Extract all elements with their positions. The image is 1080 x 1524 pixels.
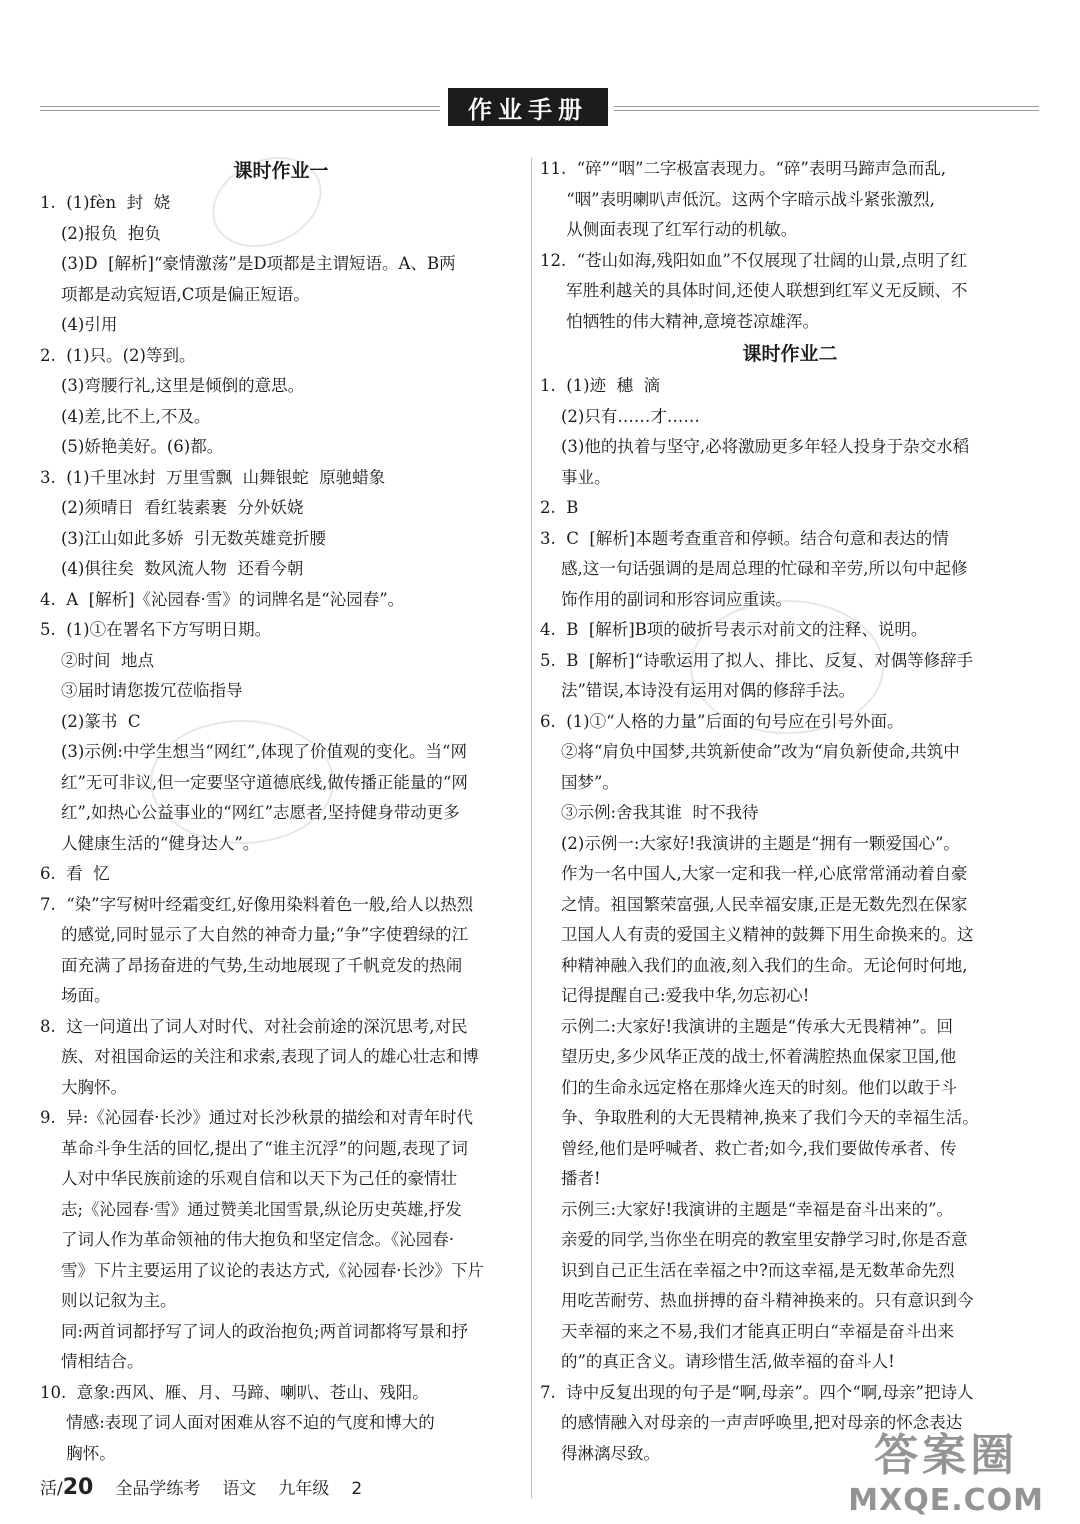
answer-line: 法”错误,本诗没有运用对偶的修辞手法。 <box>540 681 856 700</box>
answer-line: (3)江山如此多娇 引无数英雄竞折腰 <box>40 528 326 548</box>
answer-line: 项都是动宾短语,C项是偏正短语。 <box>40 284 310 304</box>
answer-line: 5. B [解析]“诗歌运用了拟人、排比、反复、对偶等修辞手 <box>540 650 974 670</box>
answer-line: 争、争取胜利的大无畏精神,换来了我们今天的幸福生活。 <box>540 1108 979 1127</box>
answer-line: 作为一名中国人,大家一定和我一样,心底常常涌动着自豪 <box>540 864 968 883</box>
answer-line: 曾经,他们是呼喊者、救亡者;如今,我们要做传承者、传 <box>540 1138 957 1158</box>
answer-line: 感,这一句话强调的是周总理的忙碌和辛劳,所以句中起修 <box>540 559 968 578</box>
answer-line: 记得提醒自己:爱我中华,勿忘初心! <box>540 986 810 1005</box>
answer-line: 得淋漓尽致。 <box>540 1443 660 1463</box>
answer-list <box>540 154 1040 337</box>
section-title: 课时作业二 <box>742 343 838 365</box>
answer-line: 怕牺牲的伟大精神,意境苍凉雄浑。 <box>540 311 819 331</box>
answer-line: 识到自己正生活在幸福之中?而这幸福,是无数革命先烈 <box>540 1260 955 1280</box>
answer-line: (2)篆书 C <box>40 711 141 731</box>
column-divider <box>531 158 532 1498</box>
answer-line: 1. (1)迹 穗 滴 <box>540 376 661 395</box>
answer-line: 4. A [解析]《沁园春·雪》的词牌名是“沁园春”。 <box>40 589 405 609</box>
answer-line: “咽”表明喇叭声低沉。这两个字暗示战斗紧张激烈, <box>540 189 935 209</box>
right-column <box>540 154 1040 1469</box>
section-badge: 作业手册 <box>448 88 608 126</box>
answer-line: 族、对祖国命运的关注和求索,表现了词人的雄心壮志和博 <box>40 1047 479 1066</box>
watermark-line1: 答案圈 <box>874 1430 1019 1481</box>
answer-line: 则以记叙为主。 <box>40 1291 177 1310</box>
answer-line: 革命斗争生活的回忆,提出了“谁主沉浮”的问题,表现了词 <box>40 1138 468 1158</box>
answer-line: 情相结合。 <box>40 1352 144 1371</box>
answer-line: 红”无可非议,但一定要坚守道德底线,做传播正能量的“网 <box>40 772 468 792</box>
answer-line: (5)娇艳美好。(6)都。 <box>40 437 224 456</box>
answer-line: 望历史,多少风华正茂的战士,怀着满腔热血保家卫国,他 <box>540 1047 957 1066</box>
answer-line: 2. (1)只。(2)等到。 <box>40 345 196 365</box>
answer-line: 的”的真正含义。请珍惜生活,做幸福的奋斗人! <box>540 1352 895 1371</box>
answer-line: 红”,如热心公益事业的“网红”志愿者,坚持健身带动更多 <box>40 803 460 822</box>
answer-line: (2)只有……才…… <box>540 406 700 426</box>
answer-line: ③届时请您拨冗莅临指导 <box>40 681 243 700</box>
answer-line: 示例三:大家好!我演讲的主题是“幸福是奋斗出来的”。 <box>540 1199 954 1219</box>
answer-line: 6. (1)①“人格的力量”后面的句号应在引号外面。 <box>540 711 904 731</box>
answer-line: (3)D [解析]“豪情激荡”是D项都是主谓短语。A、B两 <box>40 254 456 273</box>
answer-line: 从侧面表现了红军行动的机敏。 <box>540 220 798 239</box>
answer-line: 人对中华民族前途的乐观自信和以天下为己任的豪情壮 <box>40 1169 457 1188</box>
answer-line: 面充满了昂扬奋进的气势,生动地展现了千帆竞发的热闹 <box>40 955 463 975</box>
book-name: 全品学练考 <box>115 1479 201 1499</box>
answer-line: 种精神融入我们的血液,刻入我们的生命。无论何时何地, <box>540 955 968 975</box>
answer-line: 事业。 <box>540 467 611 487</box>
answer-line: 胸怀。 <box>40 1443 116 1463</box>
answer-line: 3. C [解析]本题考查重音和停顿。结合句意和表达的情 <box>540 528 949 548</box>
answer-line: (3)弯腰行礼,这里是倾倒的意思。 <box>40 376 305 395</box>
page-number <box>40 1474 93 1500</box>
answer-line: 示例二:大家好!我演讲的主题是“传承大无畏精神”。回 <box>540 1016 954 1036</box>
answer-line: 卫国人人有责的爱国主义精神的鼓舞下用生命换来的。这 <box>540 925 974 944</box>
page-footer <box>40 1474 362 1504</box>
answer-line: 12. “苍山如海,残阳如血”不仅展现了壮阔的山景,点明了红 <box>540 250 968 270</box>
answer-line: 同:两首词都抒写了词人的政治抱负;两首词都将写景和抒 <box>40 1321 469 1341</box>
answer-list <box>540 371 1040 1469</box>
answer-line: 7. 诗中反复出现的句子是“啊,母亲”。四个“啊,母亲”把诗人 <box>540 1382 974 1402</box>
answer-line: 的感觉,同时显示了大自然的神奇力量;“争”字使碧绿的江 <box>40 925 469 944</box>
page-number-value: 20 <box>62 1475 94 1500</box>
answer-line: 播者! <box>540 1169 601 1188</box>
answer-line: 雪》下片主要运用了议论的表达方式,《沁园春·长沙》下片 <box>40 1260 484 1280</box>
answer-line: (4)引用 <box>40 315 118 334</box>
answer-line: 11. “碎”“咽”二字极富表现力。“碎”表明马蹄声急而乱, <box>540 159 947 178</box>
answer-line: (3)示例:中学生想当“网红”,体现了价值观的变化。当“网 <box>40 742 467 761</box>
answer-line: 4. B [解析]B项的破折号表示对前文的注释、说明。 <box>540 620 928 639</box>
header-rule-left <box>40 106 440 111</box>
answer-line: 2. B <box>540 498 579 517</box>
answer-line: 6. 看 忆 <box>40 864 110 883</box>
answer-line: 人健康生活的“健身达人”。 <box>40 833 260 853</box>
answer-line: ②将“肩负中国梦,共筑新使命”改为“肩负新使命,共筑中 <box>540 742 960 761</box>
answer-list <box>40 188 522 1469</box>
volume: 2 <box>351 1479 363 1499</box>
answer-line: 情感:表现了词人面对困难从容不迫的气度和博大的 <box>40 1413 435 1432</box>
answer-line: 8. 这一问道出了词人对时代、对社会前途的深沉思考,对民 <box>40 1016 468 1036</box>
section-title: 课时作业一 <box>233 160 329 182</box>
answer-line: 志;《沁园春·雪》通过赞美北国雪景,纵论历史英雄,抒发 <box>40 1199 462 1219</box>
left-column <box>40 154 522 1469</box>
answer-line: 们的生命永远定格在那烽火连天的时刻。他们以敢于斗 <box>540 1077 957 1097</box>
watermark-line2: MXQE.COM <box>848 1483 1044 1518</box>
answer-line: 9. 异:《沁园春·长沙》通过对长沙秋景的描绘和对青年时代 <box>40 1108 474 1127</box>
header-rule-right <box>614 106 1039 111</box>
answer-line: (2)须晴日 看红装素裹 分外妖娆 <box>40 498 304 517</box>
answer-line: (2)报负 抱负 <box>40 223 161 243</box>
answer-line: (4)差,比不上,不及。 <box>40 406 211 426</box>
answer-line: 1. (1)fèn 封 娆 <box>40 193 171 212</box>
answer-line: 之情。祖国繁荣富强,人民幸福安康,正是无数先烈在保家 <box>540 894 968 914</box>
answer-line: 用吃苦耐劳、热血拼搏的奋斗精神换来的。只有意识到今 <box>540 1291 974 1310</box>
subject: 语文 <box>222 1479 257 1499</box>
answer-line: 天幸福的来之不易,我们才能真正明白“幸福是奋斗出来 <box>540 1321 955 1341</box>
answer-line: 国梦”。 <box>540 772 619 792</box>
answer-line: (3)他的执着与坚守,必将激励更多年轻人投身于杂交水稻 <box>540 437 970 456</box>
answer-line: 7. “染”字写树叶经霜变红,好像用染料着色一般,给人以热烈 <box>40 894 474 914</box>
answer-line: ③示例:舍我其谁 时不我待 <box>540 803 759 822</box>
answer-line: 5. (1)①在署名下方写明日期。 <box>40 620 272 639</box>
answer-line: 3. (1)千里冰封 万里雪飘 山舞银蛇 原驰蜡象 <box>40 467 386 487</box>
answer-line: (4)俱往矣 数风流人物 还看今朝 <box>40 559 304 578</box>
answer-line: 军胜利越关的具体时间,还使人联想到红军义无反顾、不 <box>540 281 968 300</box>
watermark-logo <box>848 1419 1044 1518</box>
answer-line: ②时间 地点 <box>40 650 154 670</box>
grade: 九年级 <box>278 1479 330 1499</box>
answer-line: 场面。 <box>40 986 111 1005</box>
answer-line: 饰作用的副词和形容词应重读。 <box>540 589 792 609</box>
answer-line: 了词人作为革命领袖的伟大抱负和坚定信念。《沁园春· <box>40 1230 454 1249</box>
answer-line: 亲爱的同学,当你坐在明亮的教室里安静学习时,你是否意 <box>540 1230 968 1249</box>
answer-line: 的感情融入对母亲的一声声呼唤里,把对母亲的怀念表达 <box>540 1413 963 1432</box>
page-prefix: 活/ <box>40 1479 63 1499</box>
answer-line: (2)示例一:大家好!我演讲的主题是“拥有一颗爱国心”。 <box>540 833 960 853</box>
answer-line: 10. 意象:西风、雁、月、马蹄、喇叭、苍山、残阳。 <box>40 1382 429 1402</box>
answer-line: 大胸怀。 <box>40 1077 127 1097</box>
